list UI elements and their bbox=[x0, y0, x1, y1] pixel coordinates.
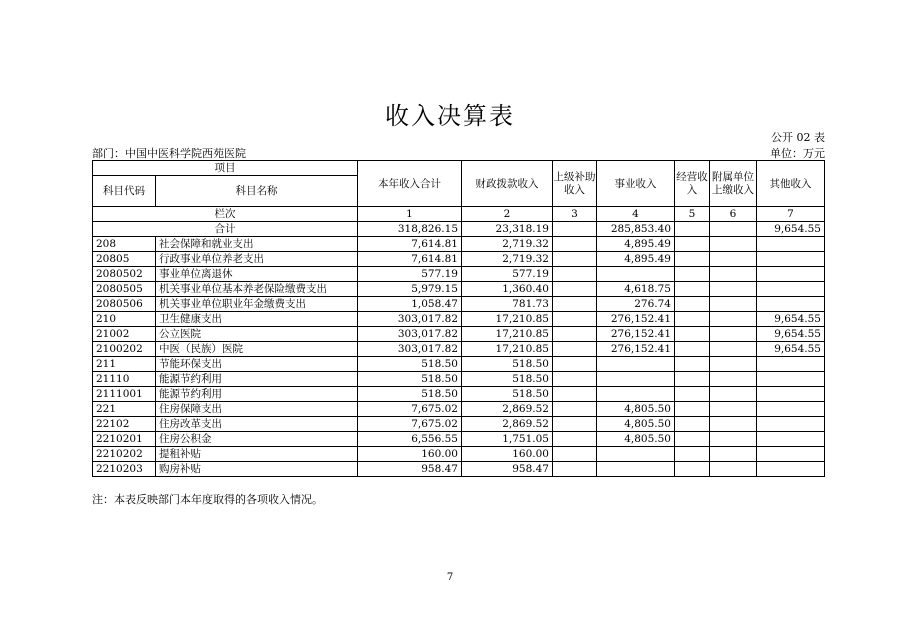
amount-cell bbox=[553, 432, 597, 447]
header-fiscal: 财政拨款收入 bbox=[462, 161, 553, 207]
total-cell: 318,826.15 bbox=[358, 222, 462, 237]
subject-name: 能源节约利用 bbox=[156, 387, 358, 402]
amount-cell bbox=[597, 387, 675, 402]
column-number: 1 bbox=[358, 207, 462, 222]
subject-code: 2080502 bbox=[93, 267, 156, 282]
subject-code: 2100202 bbox=[93, 342, 156, 357]
amount-cell: 4,805.50 bbox=[597, 417, 675, 432]
table-row bbox=[93, 432, 825, 447]
amount-cell: 577.19 bbox=[462, 267, 553, 282]
subject-code: 210 bbox=[93, 312, 156, 327]
amount-cell: 2,869.52 bbox=[462, 402, 553, 417]
amount-cell: 4,805.50 bbox=[597, 402, 675, 417]
amount-cell: 276.74 bbox=[597, 297, 675, 312]
subject-code: 21110 bbox=[93, 372, 156, 387]
amount-cell bbox=[675, 417, 710, 432]
amount-cell bbox=[710, 312, 757, 327]
amount-cell bbox=[553, 462, 597, 477]
amount-cell: 4,805.50 bbox=[597, 432, 675, 447]
amount-cell bbox=[553, 282, 597, 297]
amount-cell: 1,360.40 bbox=[462, 282, 553, 297]
total-cell: 9,654.55 bbox=[757, 222, 825, 237]
table-row bbox=[93, 312, 825, 327]
form-number: 公开 02 表 bbox=[771, 131, 825, 144]
table-row bbox=[93, 297, 825, 312]
amount-cell: 518.50 bbox=[462, 372, 553, 387]
subject-name: 社会保障和就业支出 bbox=[156, 237, 358, 252]
subject-code: 2111001 bbox=[93, 387, 156, 402]
amount-cell: 1,058.47 bbox=[358, 297, 462, 312]
unit-label: 单位：万元 bbox=[770, 147, 825, 160]
amount-cell: 518.50 bbox=[358, 372, 462, 387]
subject-code: 2080506 bbox=[93, 297, 156, 312]
table-row bbox=[93, 267, 825, 282]
amount-cell bbox=[553, 297, 597, 312]
subject-name: 能源节约利用 bbox=[156, 372, 358, 387]
subject-code: 20805 bbox=[93, 252, 156, 267]
amount-cell: 17,210.85 bbox=[462, 327, 553, 342]
amount-cell: 1,751.05 bbox=[462, 432, 553, 447]
subject-name: 住房保障支出 bbox=[156, 402, 358, 417]
amount-cell: 303,017.82 bbox=[358, 312, 462, 327]
department-label: 部门：中国中医科学院西苑医院 bbox=[92, 147, 246, 160]
table-row bbox=[93, 237, 825, 252]
amount-cell: 7,614.81 bbox=[358, 252, 462, 267]
amount-cell bbox=[757, 252, 825, 267]
amount-cell: 4,895.49 bbox=[597, 252, 675, 267]
amount-cell bbox=[757, 267, 825, 282]
amount-cell: 781.73 bbox=[462, 297, 553, 312]
column-number-label: 栏次 bbox=[93, 207, 358, 222]
subject-code: 2210202 bbox=[93, 447, 156, 462]
subject-code: 221 bbox=[93, 402, 156, 417]
amount-cell bbox=[553, 357, 597, 372]
amount-cell bbox=[597, 462, 675, 477]
amount-cell bbox=[710, 237, 757, 252]
amount-cell bbox=[710, 462, 757, 477]
amount-cell bbox=[553, 372, 597, 387]
table-row bbox=[93, 372, 825, 387]
amount-cell bbox=[757, 417, 825, 432]
amount-cell bbox=[553, 252, 597, 267]
amount-cell: 518.50 bbox=[358, 387, 462, 402]
amount-cell bbox=[710, 267, 757, 282]
amount-cell bbox=[675, 342, 710, 357]
amount-cell bbox=[675, 357, 710, 372]
subject-name: 机关事业单位职业年金缴费支出 bbox=[156, 297, 358, 312]
amount-cell bbox=[553, 312, 597, 327]
amount-cell: 17,210.85 bbox=[462, 342, 553, 357]
total-cell bbox=[675, 222, 710, 237]
subject-name: 购房补贴 bbox=[156, 462, 358, 477]
amount-cell bbox=[675, 252, 710, 267]
table-row bbox=[93, 282, 825, 297]
amount-cell: 2,719.32 bbox=[462, 237, 553, 252]
amount-cell bbox=[757, 237, 825, 252]
amount-cell bbox=[675, 312, 710, 327]
amount-cell: 518.50 bbox=[462, 357, 553, 372]
subject-code: 211 bbox=[93, 357, 156, 372]
table-row bbox=[93, 447, 825, 462]
subject-code: 21002 bbox=[93, 327, 156, 342]
table-row bbox=[93, 252, 825, 267]
amount-cell bbox=[710, 282, 757, 297]
footnote: 注：本表反映部门本年度取得的各项收入情况。 bbox=[92, 493, 323, 506]
table-row bbox=[93, 462, 825, 477]
total-cell: 285,853.40 bbox=[597, 222, 675, 237]
amount-cell bbox=[553, 402, 597, 417]
amount-cell bbox=[553, 327, 597, 342]
subject-name: 中医（民族）医院 bbox=[156, 342, 358, 357]
amount-cell bbox=[675, 372, 710, 387]
amount-cell: 276,152.41 bbox=[597, 327, 675, 342]
table-row bbox=[93, 357, 825, 372]
header-superior: 上级补助收入 bbox=[553, 161, 597, 207]
total-label: 合计 bbox=[93, 222, 358, 237]
amount-cell: 2,869.52 bbox=[462, 417, 553, 432]
amount-cell: 7,675.02 bbox=[358, 417, 462, 432]
subject-name: 机关事业单位基本养老保险缴费支出 bbox=[156, 282, 358, 297]
column-number: 2 bbox=[462, 207, 553, 222]
amount-cell bbox=[757, 462, 825, 477]
amount-cell bbox=[710, 372, 757, 387]
amount-cell: 9,654.55 bbox=[757, 312, 825, 327]
amount-cell: 303,017.82 bbox=[358, 342, 462, 357]
amount-cell bbox=[675, 462, 710, 477]
amount-cell bbox=[675, 237, 710, 252]
page-number: 7 bbox=[446, 572, 454, 583]
amount-cell bbox=[553, 237, 597, 252]
amount-cell: 958.47 bbox=[358, 462, 462, 477]
amount-cell: 518.50 bbox=[358, 357, 462, 372]
total-row bbox=[93, 222, 825, 237]
amount-cell bbox=[710, 432, 757, 447]
subject-name: 事业单位离退休 bbox=[156, 267, 358, 282]
table-row bbox=[93, 417, 825, 432]
header-total: 本年收入合计 bbox=[358, 161, 462, 207]
table-row bbox=[93, 387, 825, 402]
column-number: 5 bbox=[675, 207, 710, 222]
amount-cell bbox=[710, 417, 757, 432]
amount-cell bbox=[553, 447, 597, 462]
amount-cell bbox=[675, 432, 710, 447]
page-title: 收入决算表 bbox=[385, 102, 515, 130]
amount-cell: 4,895.49 bbox=[597, 237, 675, 252]
amount-cell bbox=[675, 387, 710, 402]
amount-cell bbox=[675, 267, 710, 282]
amount-cell bbox=[757, 432, 825, 447]
amount-cell bbox=[757, 357, 825, 372]
amount-cell bbox=[597, 267, 675, 282]
amount-cell: 958.47 bbox=[462, 462, 553, 477]
amount-cell: 9,654.55 bbox=[757, 342, 825, 357]
amount-cell bbox=[757, 387, 825, 402]
amount-cell: 160.00 bbox=[358, 447, 462, 462]
amount-cell bbox=[675, 447, 710, 462]
total-cell bbox=[710, 222, 757, 237]
amount-cell: 9,654.55 bbox=[757, 327, 825, 342]
header-affiliated: 附属单位上缴收入 bbox=[710, 161, 757, 207]
amount-cell: 2,719.32 bbox=[462, 252, 553, 267]
subject-code: 22102 bbox=[93, 417, 156, 432]
amount-cell bbox=[710, 252, 757, 267]
amount-cell bbox=[675, 297, 710, 312]
amount-cell bbox=[710, 357, 757, 372]
table-row bbox=[93, 327, 825, 342]
amount-cell bbox=[553, 342, 597, 357]
amount-cell: 276,152.41 bbox=[597, 342, 675, 357]
revenue-table bbox=[92, 160, 825, 477]
amount-cell bbox=[757, 372, 825, 387]
amount-cell: 577.19 bbox=[358, 267, 462, 282]
amount-cell bbox=[710, 447, 757, 462]
subject-code: 208 bbox=[93, 237, 156, 252]
header-business: 事业收入 bbox=[597, 161, 675, 207]
column-number: 7 bbox=[757, 207, 825, 222]
subject-name: 节能环保支出 bbox=[156, 357, 358, 372]
subject-code: 2210203 bbox=[93, 462, 156, 477]
amount-cell: 160.00 bbox=[462, 447, 553, 462]
header-project: 项目 bbox=[93, 161, 358, 176]
subject-name: 卫生健康支出 bbox=[156, 312, 358, 327]
amount-cell: 303,017.82 bbox=[358, 327, 462, 342]
amount-cell bbox=[757, 282, 825, 297]
column-number: 6 bbox=[710, 207, 757, 222]
amount-cell bbox=[597, 357, 675, 372]
amount-cell bbox=[675, 327, 710, 342]
subject-name: 住房改革支出 bbox=[156, 417, 358, 432]
amount-cell: 7,675.02 bbox=[358, 402, 462, 417]
column-number: 3 bbox=[553, 207, 597, 222]
header-operating: 经营收入 bbox=[675, 161, 710, 207]
amount-cell: 518.50 bbox=[462, 387, 553, 402]
amount-cell bbox=[710, 387, 757, 402]
amount-cell: 17,210.85 bbox=[462, 312, 553, 327]
header-other: 其他收入 bbox=[757, 161, 825, 207]
amount-cell bbox=[553, 417, 597, 432]
amount-cell bbox=[710, 297, 757, 312]
header-code: 科目代码 bbox=[93, 176, 156, 207]
amount-cell: 6,556.55 bbox=[358, 432, 462, 447]
amount-cell bbox=[597, 447, 675, 462]
amount-cell bbox=[675, 282, 710, 297]
subject-code: 2080505 bbox=[93, 282, 156, 297]
amount-cell bbox=[553, 387, 597, 402]
subject-name: 住房公积金 bbox=[156, 432, 358, 447]
amount-cell bbox=[710, 342, 757, 357]
total-cell: 23,318.19 bbox=[462, 222, 553, 237]
subject-code: 2210201 bbox=[93, 432, 156, 447]
amount-cell bbox=[757, 402, 825, 417]
amount-cell bbox=[710, 327, 757, 342]
column-number: 4 bbox=[597, 207, 675, 222]
amount-cell bbox=[553, 267, 597, 282]
subject-name: 公立医院 bbox=[156, 327, 358, 342]
amount-cell: 4,618.75 bbox=[597, 282, 675, 297]
subject-name: 提租补贴 bbox=[156, 447, 358, 462]
table-row bbox=[93, 342, 825, 357]
amount-cell: 276,152.41 bbox=[597, 312, 675, 327]
amount-cell bbox=[757, 447, 825, 462]
amount-cell: 5,979.15 bbox=[358, 282, 462, 297]
header-name: 科目名称 bbox=[156, 176, 358, 207]
subject-name: 行政事业单位养老支出 bbox=[156, 252, 358, 267]
amount-cell bbox=[675, 402, 710, 417]
amount-cell bbox=[710, 402, 757, 417]
amount-cell: 7,614.81 bbox=[358, 237, 462, 252]
total-cell bbox=[553, 222, 597, 237]
amount-cell bbox=[597, 372, 675, 387]
table-row bbox=[93, 402, 825, 417]
amount-cell bbox=[757, 297, 825, 312]
